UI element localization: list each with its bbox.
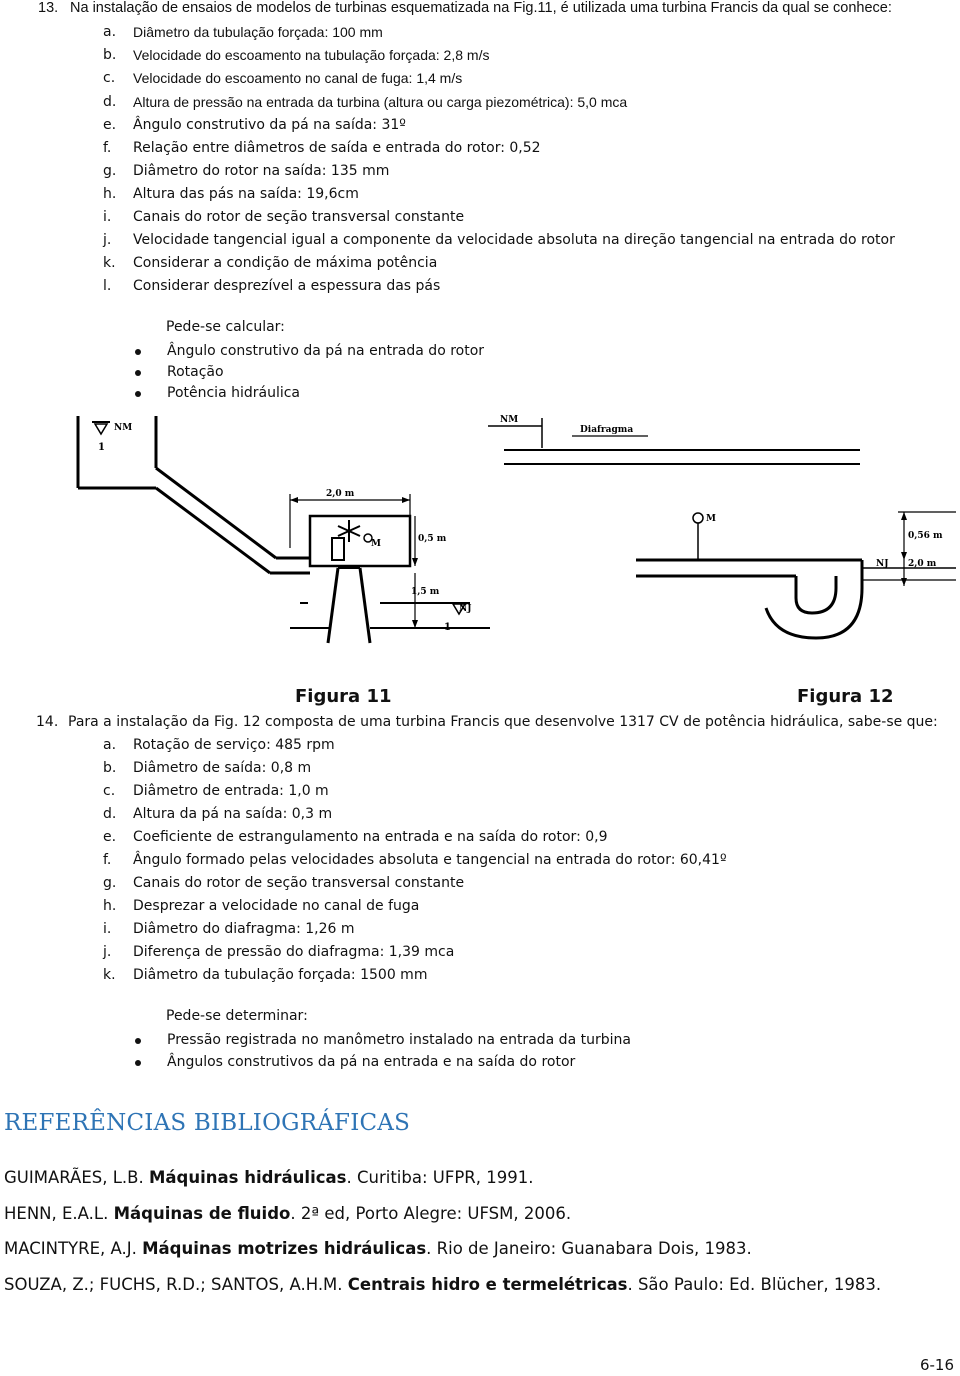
bullet-icon <box>135 349 141 355</box>
ref-details: . Curitiba: UFPR, 1991. <box>346 1168 534 1187</box>
item-letter: k. <box>103 255 116 271</box>
item-letter: e. <box>103 117 117 133</box>
bullet-icon <box>135 370 141 376</box>
ref-details: . 2ª ed, Porto Alegre: UFSM, 2006. <box>290 1204 572 1223</box>
fig12-m-label: M <box>706 514 716 524</box>
item-letter: f. <box>103 140 112 156</box>
figure-11-caption: Figura 11 <box>295 686 392 707</box>
ref-title: Máquinas de fluido <box>113 1204 291 1223</box>
q13-number: 13. <box>38 0 59 16</box>
q14-ask-label: Pede-se determinar: <box>166 1008 308 1024</box>
reference-item <box>4 1239 752 1258</box>
fig12-dim-a: 0,56 m <box>908 531 943 541</box>
ref-details: . São Paulo: Ed. Blücher, 1983. <box>627 1275 882 1294</box>
item-text: Canais do rotor de seção transversal constante <box>133 209 465 225</box>
item-letter: j. <box>103 232 112 248</box>
item-letter: c. <box>103 783 116 799</box>
ref-author: HENN, E.A.L. <box>4 1204 114 1223</box>
item-letter: d. <box>103 94 117 110</box>
item-text: Diâmetro do rotor na saída: 135 mm <box>133 163 390 179</box>
item-letter: g. <box>103 163 117 179</box>
fig11-section-label: 1 <box>444 622 451 633</box>
item-text: Diâmetro da tubulação forçada: 1500 mm <box>133 967 428 983</box>
fig12-diafragma-label: Diafragma <box>580 425 634 435</box>
fig11-nj-label: NJ <box>459 604 472 614</box>
figure-11-diagram <box>70 408 550 668</box>
item-text: Altura das pás na saída: 19,6cm <box>133 186 359 202</box>
item-text: Diâmetro de entrada: 1,0 m <box>133 783 329 799</box>
item-text: Canais do rotor de seção transversal constante <box>133 875 465 891</box>
item-letter: e. <box>103 829 117 845</box>
item-text: Altura da pá na saída: 0,3 m <box>133 806 333 822</box>
ask-text: Rotação <box>167 364 224 380</box>
bullet-icon <box>135 1060 141 1066</box>
ref-details: . Rio de Janeiro: Guanabara Dois, 1983. <box>426 1239 752 1258</box>
item-letter: g. <box>103 875 117 891</box>
q13-intro: Na instalação de ensaios de modelos de turbinas esquematizada na Fig.11, é utilizada uma turbina Francis da qual se conhece: <box>70 0 892 16</box>
fig12-dim-b: 2,0 m <box>908 559 937 569</box>
q14-intro: Para a instalação da Fig. 12 composta de uma turbina Francis que desenvolve 1317 CV de potência hidráulica, sabe-se que: <box>68 714 938 730</box>
item-letter: j. <box>103 944 112 960</box>
item-text: Desprezar a velocidade no canal de fuga <box>133 898 420 914</box>
page-number: 6-16 <box>919 1356 954 1374</box>
item-letter: a. <box>103 24 117 40</box>
item-text: Rotação de serviço: 485 rpm <box>133 737 335 753</box>
item-text: Velocidade do escoamento no canal de fuga: 1,4 m/s <box>133 70 463 86</box>
item-letter: d. <box>103 806 117 822</box>
fig12-nj-label: NJ <box>876 559 889 569</box>
item-text: Diâmetro do diafragma: 1,26 m <box>133 921 355 937</box>
item-text: Diâmetro da tubulação forçada: 100 mm <box>133 24 383 40</box>
item-text: Diâmetro de saída: 0,8 m <box>133 760 312 776</box>
fig11-section-label: 1 <box>98 442 105 453</box>
fig11-nm-label: NM <box>114 423 133 433</box>
ask-text: Ângulos construtivos da pá na entrada e na saída do rotor <box>167 1054 576 1070</box>
item-letter: l. <box>103 278 112 294</box>
item-letter: i. <box>103 921 112 937</box>
item-text: Relação entre diâmetros de saída e entrada do rotor: 0,52 <box>133 140 541 156</box>
item-text: Altura de pressão na entrada da turbina (altura ou carga piezométrica): 5,0 mca <box>133 94 628 110</box>
bullet-icon <box>135 391 141 397</box>
ref-author: GUIMARÃES, L.B. <box>4 1168 149 1187</box>
ask-text: Pressão registrada no manômetro instalado na entrada da turbina <box>167 1032 631 1048</box>
bullet-icon <box>135 1038 141 1044</box>
reference-item <box>4 1168 533 1187</box>
item-letter: h. <box>103 898 117 914</box>
item-letter: b. <box>103 760 117 776</box>
reference-item <box>4 1204 571 1223</box>
figure-12-caption: Figura 12 <box>797 686 894 707</box>
item-text: Velocidade do escoamento na tubulação forçada: 2,8 m/s <box>133 47 490 63</box>
item-letter: i. <box>103 209 112 225</box>
fig12-nm-label: NM <box>500 415 519 425</box>
fig11-dim-low: 1,5 m <box>411 587 440 597</box>
item-text: Ângulo formado pelas velocidades absoluta e tangencial na entrada do rotor: 60,41º <box>133 852 727 868</box>
references-heading: REFERÊNCIAS BIBLIOGRÁFICAS <box>4 1110 411 1136</box>
item-text: Velocidade tangencial igual a componente da velocidade absoluta na direção tangencial na entrada do rotor <box>133 232 895 248</box>
q14-number: 14. <box>36 714 59 730</box>
item-text: Diferença de pressão do diafragma: 1,39 mca <box>133 944 455 960</box>
item-text: Considerar desprezível a espessura das pás <box>133 278 441 294</box>
item-letter: c. <box>103 70 116 86</box>
ref-author: SOUZA, Z.; FUCHS, R.D.; SANTOS, A.H.M. <box>4 1275 348 1294</box>
ref-title: Máquinas motrizes hidráulicas <box>142 1239 427 1258</box>
reference-item <box>4 1275 881 1294</box>
item-letter: a. <box>103 737 117 753</box>
figure-12-diagram <box>486 408 956 668</box>
item-text: Considerar a condição de máxima potência <box>133 255 438 271</box>
item-text: Ângulo construtivo da pá na saída: 31º <box>133 117 406 133</box>
fig11-dim-mid: 0,5 m <box>418 534 447 544</box>
ask-text: Ângulo construtivo da pá na entrada do rotor <box>167 343 485 359</box>
ref-title: Centrais hidro e termelétricas <box>347 1275 628 1294</box>
item-letter: h. <box>103 186 117 202</box>
ref-title: Máquinas hidráulicas <box>148 1168 347 1187</box>
item-text: Coeficiente de estrangulamento na entrada e na saída do rotor: 0,9 <box>133 829 608 845</box>
item-letter: k. <box>103 967 116 983</box>
item-letter: b. <box>103 47 117 63</box>
ref-author: MACINTYRE, A.J. <box>4 1239 143 1258</box>
item-letter: f. <box>103 852 112 868</box>
q13-ask-label: Pede-se calcular: <box>166 319 285 335</box>
fig11-m-label: M <box>371 539 381 549</box>
ask-text: Potência hidráulica <box>167 385 301 401</box>
fig11-dim-top: 2,0 m <box>326 489 355 499</box>
